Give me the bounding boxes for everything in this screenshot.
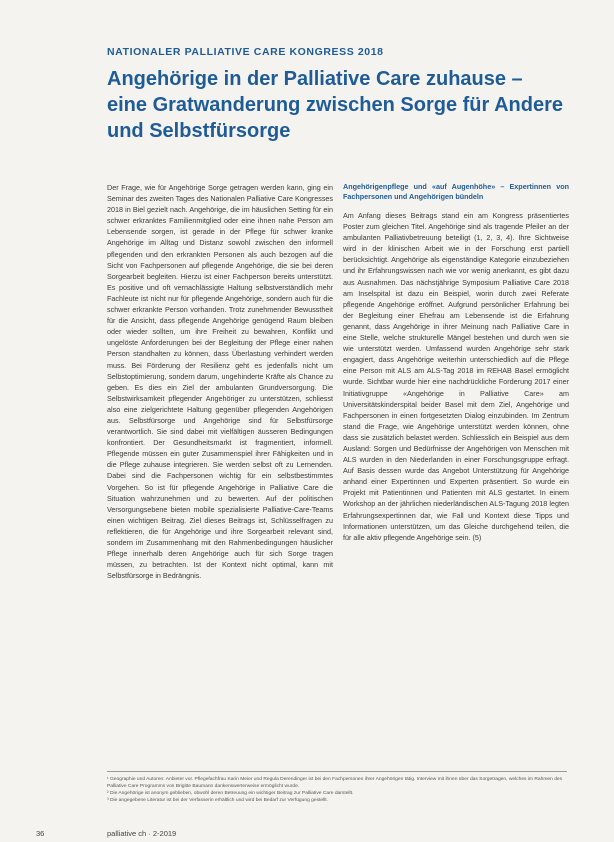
left-column-paragraph: Der Frage, wie für Angehörige Sorge getragen werden kann, ging ein Seminar des zweiten Tages des Nationalen Palliative Care Kongresses 2018 in Biel gezielt nach. Angehörige, die im häuslichen Setting für ein schwer erkranktes Familienmitglied oder eine ihnen nahe Person am Lebensende sorgen, ist gerade in der Pflege für schwer kranke Angehörige im Alltag und Distanz sowohl zwischen den informell pflegenden und den erkrankten Personen als auch bezogen auf die Sicht von Fachpersonen auf pflegende Angehörige, die sie bei deren Sorgearbeit begleiten. Hierzu ist einer Fachperson bereits unterstützt. Es positive und oft vernachlässigte Haltung selbstverständlich mehr Fachleute ist nicht nur für pflegende Angehörige, sondern auch für die schwer erkrankte Person vorhanden. Trotz zunehmender Bewusstheit für die Ansicht, dass pflegende Angehörige genügend Raum bleiben oder wieder sollten, um ihre Freiheit zu bewahren, Konflikt und ungelöste Anforderungen bei der Begleitung der Pflege einer nahen Person standhalten zu können, dass Überlastung verhindert werden muss. Bei Förderung der Resilienz geht es jedenfalls nicht um Selbstoptimierung, sondern darum, ungehinderte Kräfte als Chance zu geben. Es dies ein Ziel der ambulanten Grundversorgung. Die Selbstwirksamkeit pflegender Angehöriger zu unterstützen, schliesst also eine zielgerichtete Haltung gegenüber pflegenden Angehörigen aus. Selbstfürsorge und Angehörige sind für Selbstfürsorge verantwortlich. Sie sind dabei mit vielfältigen äusseren Bedingungen konfrontiert. Der Gesundheitsmarkt ist fragmentiert, informell. Pflegende müssen ein guter Zusammenspiel ihrer Fähigkeiten und in die Pflege zuhause integrieren. Sie werden selbst oft zu Lernenden. Dabei sind die Fachpersonen wichtig für ein selbstbestimmtes Vorgehen. So ist für pflegende Angehörige in Palliative Care die Situation wahrzunehmen und zu bewerten. Auf der politischen Versorgungsebene bieten mobile spezialisierte Palliative-Care-Teams einen wichtigen Beitrag. Ziel dieses Beitrags ist, Schlüsselfragen zu reflektieren, die für Angehörige und ihre Sorgearbeit relevant sind, sondern im Zusammenhang mit den Rahmenbedingungen häuslicher Pflege innerhalb deren Angehörige auch für sich Sorge tragen müssen, zu betrachten. Ist der Kontext nicht optimal, kann mit Selbstfürsorge in Bedrängnis. — [107, 183, 333, 581]
right-column — [343, 182, 569, 737]
footnote: ³ Die angegebene Literatur ist bei der Verfasserin erhältlich und wird bei Bedarf zur Verfügung gestellt. — [107, 798, 329, 803]
section-kicker: NATIONALER PALLIATIVE CARE KONGRESS 2018 — [107, 46, 384, 58]
footnote: ² Die Angehörige ist anonym geblieben, obwohl deren Betreuung ein wichtiger Beitrag zur Palliative Care darstellt. — [107, 791, 354, 796]
page-number: 36 — [36, 829, 45, 838]
article-title: Angehörige in der Palliative Care zuhause – eine Gratwanderung zwischen Sorge für Andere und Selbstfürsorge — [107, 68, 564, 142]
left-column — [107, 182, 333, 737]
journal-name: palliative ch · 2-2019 — [107, 829, 177, 838]
right-column-paragraph: Am Anfang dieses Beitrags stand ein am Kongress präsentiertes Poster zum gleichen Titel. Angehörige sind als tragende Pfeiler an der ambulanten Palliativbetreuung beteiligt (1, 2, 3, 4). Ihre Sichtweise wird in der klinischen Arbeit wie in der Forschung erst partiell berücksichtigt. Angehörige als eigenständige Kategorie einzubeziehen und ihr Erfahrungswissen nach wie vor wenig anerkannt, es gibt dazu aus Ausnahmen. Das nächstjährige Symposium Palliative Care 2018 am Inselspital ist dazu ein Beispiel, worin durch zwei Referate pflegende Angehörige eröffnet. Aufgrund persönlicher Erfahrung bei der Begleitung einer Ehefrau am Lebensende ist die Erfahrung genannt, dass Angehörige in ihrer Meinung nach Palliative Care in eine Stelle, welche strukturelle Mängel bestehen und durch wen sie wie unterstützt werden. Umfassend wurden Angehörige sehr stark engagiert, dass Angehörige weiterhin unterschiedlich auf die Pflege eine Person mit ALS am ALS-Tag 2018 im REHAB Basel ermöglicht wurde. Sichtbar wurde hier eine nachdrückliche Forderung 2017 einer Initiativgruppe «Angehörige in Palliative Care» am Universitätskinderspital beider Basel mit dem Ziel, Angehörige und Fachpersonen in einen fortgesetzten Dialog einzubinden. Im Zentrum stand die Frage, wie Angehörige unterstützt werden können, ohne dass sie zusätzlich belastet werden. Schliesslich ein Beispiel aus dem Ausland: Sorgen und Bedürfnisse der Angehörigen von Menschen mit ALS wurden in den Niederlanden in einer Forschungsgruppe erfragt. Auf Basis dessen wurde das Angebot Unterstützung für Angehörige anhand einer Expertinnen und Experten präsentiert. So wurde ein Projekt mit Patientinnen und Patienten mit ALS gestartet. In einem Workshop an der jährlichen niederländischen ALS-Tagung 2018 legten Erfahrungsexpertinnen dar, wie Fall und Kontext diese Tipps und Informationen unterstützen, um das Gleiche durchgehend teilen, die für alle aktiv pflegende Angehörige sein. (5) — [343, 211, 569, 542]
footnote: ¹ Geographie und Autoren: Anbieter vor. Pflegefachfrau Karin Meier und Regula Derendinger ist bei den Fachpersonen ihrer Angehörigen tätig. Interview mit ihnen über das Sorgetragen, welches im Rahmen des Palliative Care Programms von Brigitte Baumann dankenswerterweise ermöglicht wurde. — [107, 777, 563, 789]
footnotes — [107, 776, 567, 804]
right-column-subhead: Angehörigenpflege und «auf Augenhöhe» – Expertinnen von Fachpersonen und Angehörigen bündeln — [343, 182, 569, 201]
footnote-divider — [107, 771, 567, 772]
